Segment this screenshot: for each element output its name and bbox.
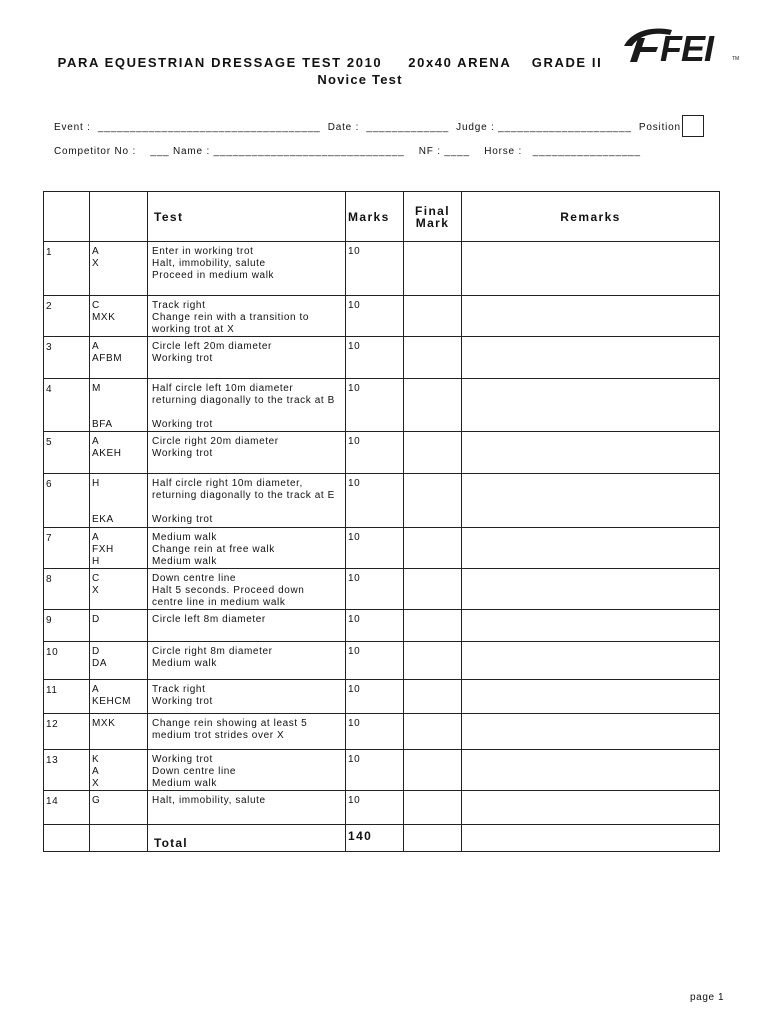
movement-description: [148, 379, 346, 432]
movement-number: 3: [44, 337, 90, 379]
arena-letters: [90, 474, 148, 528]
logo-f-bar: [634, 47, 658, 52]
description-line: Working trot: [152, 353, 213, 364]
arena-letters: [90, 642, 148, 680]
final-mark-cell[interactable]: [404, 528, 462, 569]
arena-letter: DA: [92, 658, 108, 669]
movement-number: 14: [44, 791, 90, 825]
max-marks: 10: [346, 750, 404, 791]
arena-letters: [90, 610, 148, 642]
movement-number: 9: [44, 610, 90, 642]
final-mark-cell[interactable]: [404, 680, 462, 714]
table-row: [44, 714, 720, 750]
arena-letter: A: [92, 341, 100, 352]
remarks-cell[interactable]: [462, 432, 720, 474]
max-marks: 10: [346, 569, 404, 610]
arena-letters: [90, 714, 148, 750]
arena-letter: [92, 502, 147, 514]
logo-text: FEI: [660, 28, 714, 64]
movement-description: [148, 569, 346, 610]
form-line-event: Event : ___________________________________ Date : _____________ Judge : _____________________ Position: [54, 122, 681, 133]
max-marks: 10: [346, 337, 404, 379]
total-empty-number: [44, 825, 90, 852]
description-line: Halt 5 seconds. Proceed down: [152, 585, 305, 596]
table-row: [44, 750, 720, 791]
header-remarks: Remarks: [462, 192, 720, 242]
description-line: Halt, immobility, salute: [152, 795, 266, 806]
final-mark-cell[interactable]: [404, 474, 462, 528]
max-marks: 10: [346, 714, 404, 750]
movement-description: [148, 528, 346, 569]
description-line: Track right: [152, 300, 206, 311]
arena-letter: [92, 490, 147, 502]
total-empty-movement: [90, 825, 148, 852]
remarks-cell[interactable]: [462, 474, 720, 528]
description-line: Circle right 8m diameter: [152, 646, 273, 657]
final-mark-cell[interactable]: [404, 432, 462, 474]
table-row: [44, 337, 720, 379]
arena-letter: K: [92, 754, 100, 765]
description-line: Working trot: [152, 419, 213, 430]
description-line: Working trot: [152, 696, 213, 707]
max-marks: 10: [346, 242, 404, 296]
max-marks: 10: [346, 432, 404, 474]
movement-number: 7: [44, 528, 90, 569]
description-line: Medium walk: [152, 532, 217, 543]
movement-number: 4: [44, 379, 90, 432]
movement-description: [148, 610, 346, 642]
header-test: Test: [148, 192, 346, 242]
description-line: Down centre line: [152, 766, 237, 777]
movement-description: [148, 791, 346, 825]
description-line: Working trot: [152, 514, 213, 525]
arena-letter: MXK: [92, 718, 116, 729]
final-mark-cell[interactable]: [404, 750, 462, 791]
header-number: [44, 192, 90, 242]
final-mark-cell[interactable]: [404, 569, 462, 610]
description-line: Change rein showing at least 5: [152, 718, 308, 729]
description-line: Circle left 20m diameter: [152, 341, 272, 352]
table-row: [44, 379, 720, 432]
table-row: [44, 432, 720, 474]
arena-letters: [90, 791, 148, 825]
table-row: [44, 791, 720, 825]
table-row: [44, 680, 720, 714]
page-subtitle: Novice Test: [317, 72, 403, 87]
table-body: [44, 242, 720, 825]
max-marks: 10: [346, 528, 404, 569]
arena-letters: [90, 379, 148, 432]
movement-description: [148, 337, 346, 379]
movement-description: [148, 432, 346, 474]
remarks-cell[interactable]: [462, 610, 720, 642]
arena-letter: FXH: [92, 544, 114, 555]
movement-number: 10: [44, 642, 90, 680]
description-line: Halt, immobility, salute: [152, 258, 266, 269]
arena-letter: [92, 407, 147, 419]
table-row: [44, 642, 720, 680]
table-row: [44, 242, 720, 296]
arena-letters: [90, 750, 148, 791]
arena-letter: A: [92, 436, 100, 447]
description-line: Change rein at free walk: [152, 544, 275, 555]
description-line: Down centre line: [152, 573, 237, 584]
arena-letter: D: [92, 614, 100, 625]
table-row: [44, 569, 720, 610]
final-mark-cell[interactable]: [404, 610, 462, 642]
page-title: PARA EQUESTRIAN DRESSAGE TEST 2010 20x40 ARENA GRADE II: [57, 55, 603, 70]
arena-letter: A: [92, 766, 100, 777]
final-mark-cell[interactable]: [404, 642, 462, 680]
remarks-cell[interactable]: [462, 528, 720, 569]
remarks-cell[interactable]: [462, 642, 720, 680]
table-row: [44, 528, 720, 569]
final-mark-cell[interactable]: [404, 242, 462, 296]
arena-letter: C: [92, 300, 100, 311]
movement-description: [148, 750, 346, 791]
arena-letters: [90, 296, 148, 337]
movement-description: [148, 296, 346, 337]
arena-letters: [90, 569, 148, 610]
movement-number: 6: [44, 474, 90, 528]
logo-trademark: TM: [732, 56, 740, 62]
movement-number: 1: [44, 242, 90, 296]
total-remarks[interactable]: [462, 825, 720, 852]
arena-letter: X: [92, 258, 100, 269]
max-marks: 10: [346, 474, 404, 528]
test-sheet-table: [43, 191, 720, 852]
total-final-mark[interactable]: [404, 825, 462, 852]
description-line: working trot at X: [152, 324, 235, 335]
description-line: medium trot strides over X: [152, 730, 285, 741]
arena-letter: AFBM: [92, 353, 123, 364]
description-line: Medium walk: [152, 658, 217, 669]
remarks-cell[interactable]: [462, 242, 720, 296]
max-marks: 10: [346, 791, 404, 825]
remarks-cell[interactable]: [462, 680, 720, 714]
description-line: Half circle left 10m diameter: [152, 383, 294, 394]
arena-letter: MXK: [92, 312, 116, 323]
total-value: 140: [346, 825, 404, 852]
description-line: Medium walk: [152, 778, 217, 789]
movement-number: 11: [44, 680, 90, 714]
description-line: Medium walk: [152, 556, 217, 567]
arena-letter: [92, 395, 147, 407]
description-line: Half circle right 10m diameter,: [152, 478, 303, 489]
arena-letter: C: [92, 573, 100, 584]
table-row: [44, 474, 720, 528]
final-mark-cell[interactable]: [404, 337, 462, 379]
form-line-competitor: Competitor No : ___ Name : ______________________________ NF : ____ Horse : _________________: [54, 146, 641, 157]
movement-number: 2: [44, 296, 90, 337]
remarks-cell[interactable]: [462, 791, 720, 825]
position-box[interactable]: [682, 115, 704, 137]
arena-letter: X: [92, 778, 100, 789]
description-line: Circle left 8m diameter: [152, 614, 266, 625]
total-label: Total: [148, 825, 346, 852]
movement-description: [148, 474, 346, 528]
description-line: returning diagonally to the track at E: [152, 490, 335, 501]
arena-letter: EKA: [92, 514, 114, 525]
final-mark-cell[interactable]: [404, 714, 462, 750]
remarks-cell[interactable]: [462, 296, 720, 337]
remarks-cell[interactable]: [462, 714, 720, 750]
movement-description: [148, 714, 346, 750]
header-movement: [90, 192, 148, 242]
arena-letter: A: [92, 246, 100, 257]
max-marks: 10: [346, 642, 404, 680]
description-line: Working trot: [152, 754, 213, 765]
arena-letter: KEHCM: [92, 696, 132, 707]
max-marks: 10: [346, 379, 404, 432]
movement-number: 8: [44, 569, 90, 610]
arena-letter: G: [92, 795, 101, 806]
arena-letter: X: [92, 585, 100, 596]
description-line: Change rein with a transition to: [152, 312, 310, 323]
arena-letters: [90, 242, 148, 296]
remarks-cell[interactable]: [462, 750, 720, 791]
movement-number: 5: [44, 432, 90, 474]
movement-number: 12: [44, 714, 90, 750]
arena-letter: D: [92, 646, 100, 657]
final-mark-cell[interactable]: [404, 791, 462, 825]
arena-letter: H: [92, 478, 100, 489]
arena-letters: [90, 680, 148, 714]
final-mark-cell[interactable]: [404, 296, 462, 337]
max-marks: 10: [346, 610, 404, 642]
description-line: centre line in medium walk: [152, 597, 286, 608]
arena-letter: AKEH: [92, 448, 122, 459]
table-row: [44, 610, 720, 642]
page-number: page 1: [690, 992, 725, 1003]
remarks-cell[interactable]: [462, 337, 720, 379]
arena-letter: A: [92, 684, 100, 695]
description-line: Track right: [152, 684, 206, 695]
movement-description: [148, 242, 346, 296]
arena-letters: [90, 337, 148, 379]
description-line: Enter in working trot: [152, 246, 254, 257]
header-marks: Marks: [346, 192, 404, 242]
movement-description: [148, 642, 346, 680]
movement-description: [148, 680, 346, 714]
description-line: returning diagonally to the track at B: [152, 395, 335, 406]
arena-letters: [90, 528, 148, 569]
max-marks: 10: [346, 680, 404, 714]
arena-letter: A: [92, 532, 100, 543]
description-line: [152, 407, 345, 419]
description-line: [152, 502, 345, 514]
description-line: Proceed in medium walk: [152, 270, 275, 281]
header-final-mark: Final Mark: [404, 192, 462, 242]
max-marks: 10: [346, 296, 404, 337]
description-line: Circle right 20m diameter: [152, 436, 279, 447]
arena-letter: BFA: [92, 419, 113, 430]
arena-letter: H: [92, 556, 100, 567]
remarks-cell[interactable]: [462, 569, 720, 610]
description-line: Working trot: [152, 448, 213, 459]
table-row: [44, 296, 720, 337]
remarks-cell[interactable]: [462, 379, 720, 432]
final-mark-cell[interactable]: [404, 379, 462, 432]
arena-letters: [90, 432, 148, 474]
arena-letter: M: [92, 383, 101, 394]
movement-number: 13: [44, 750, 90, 791]
